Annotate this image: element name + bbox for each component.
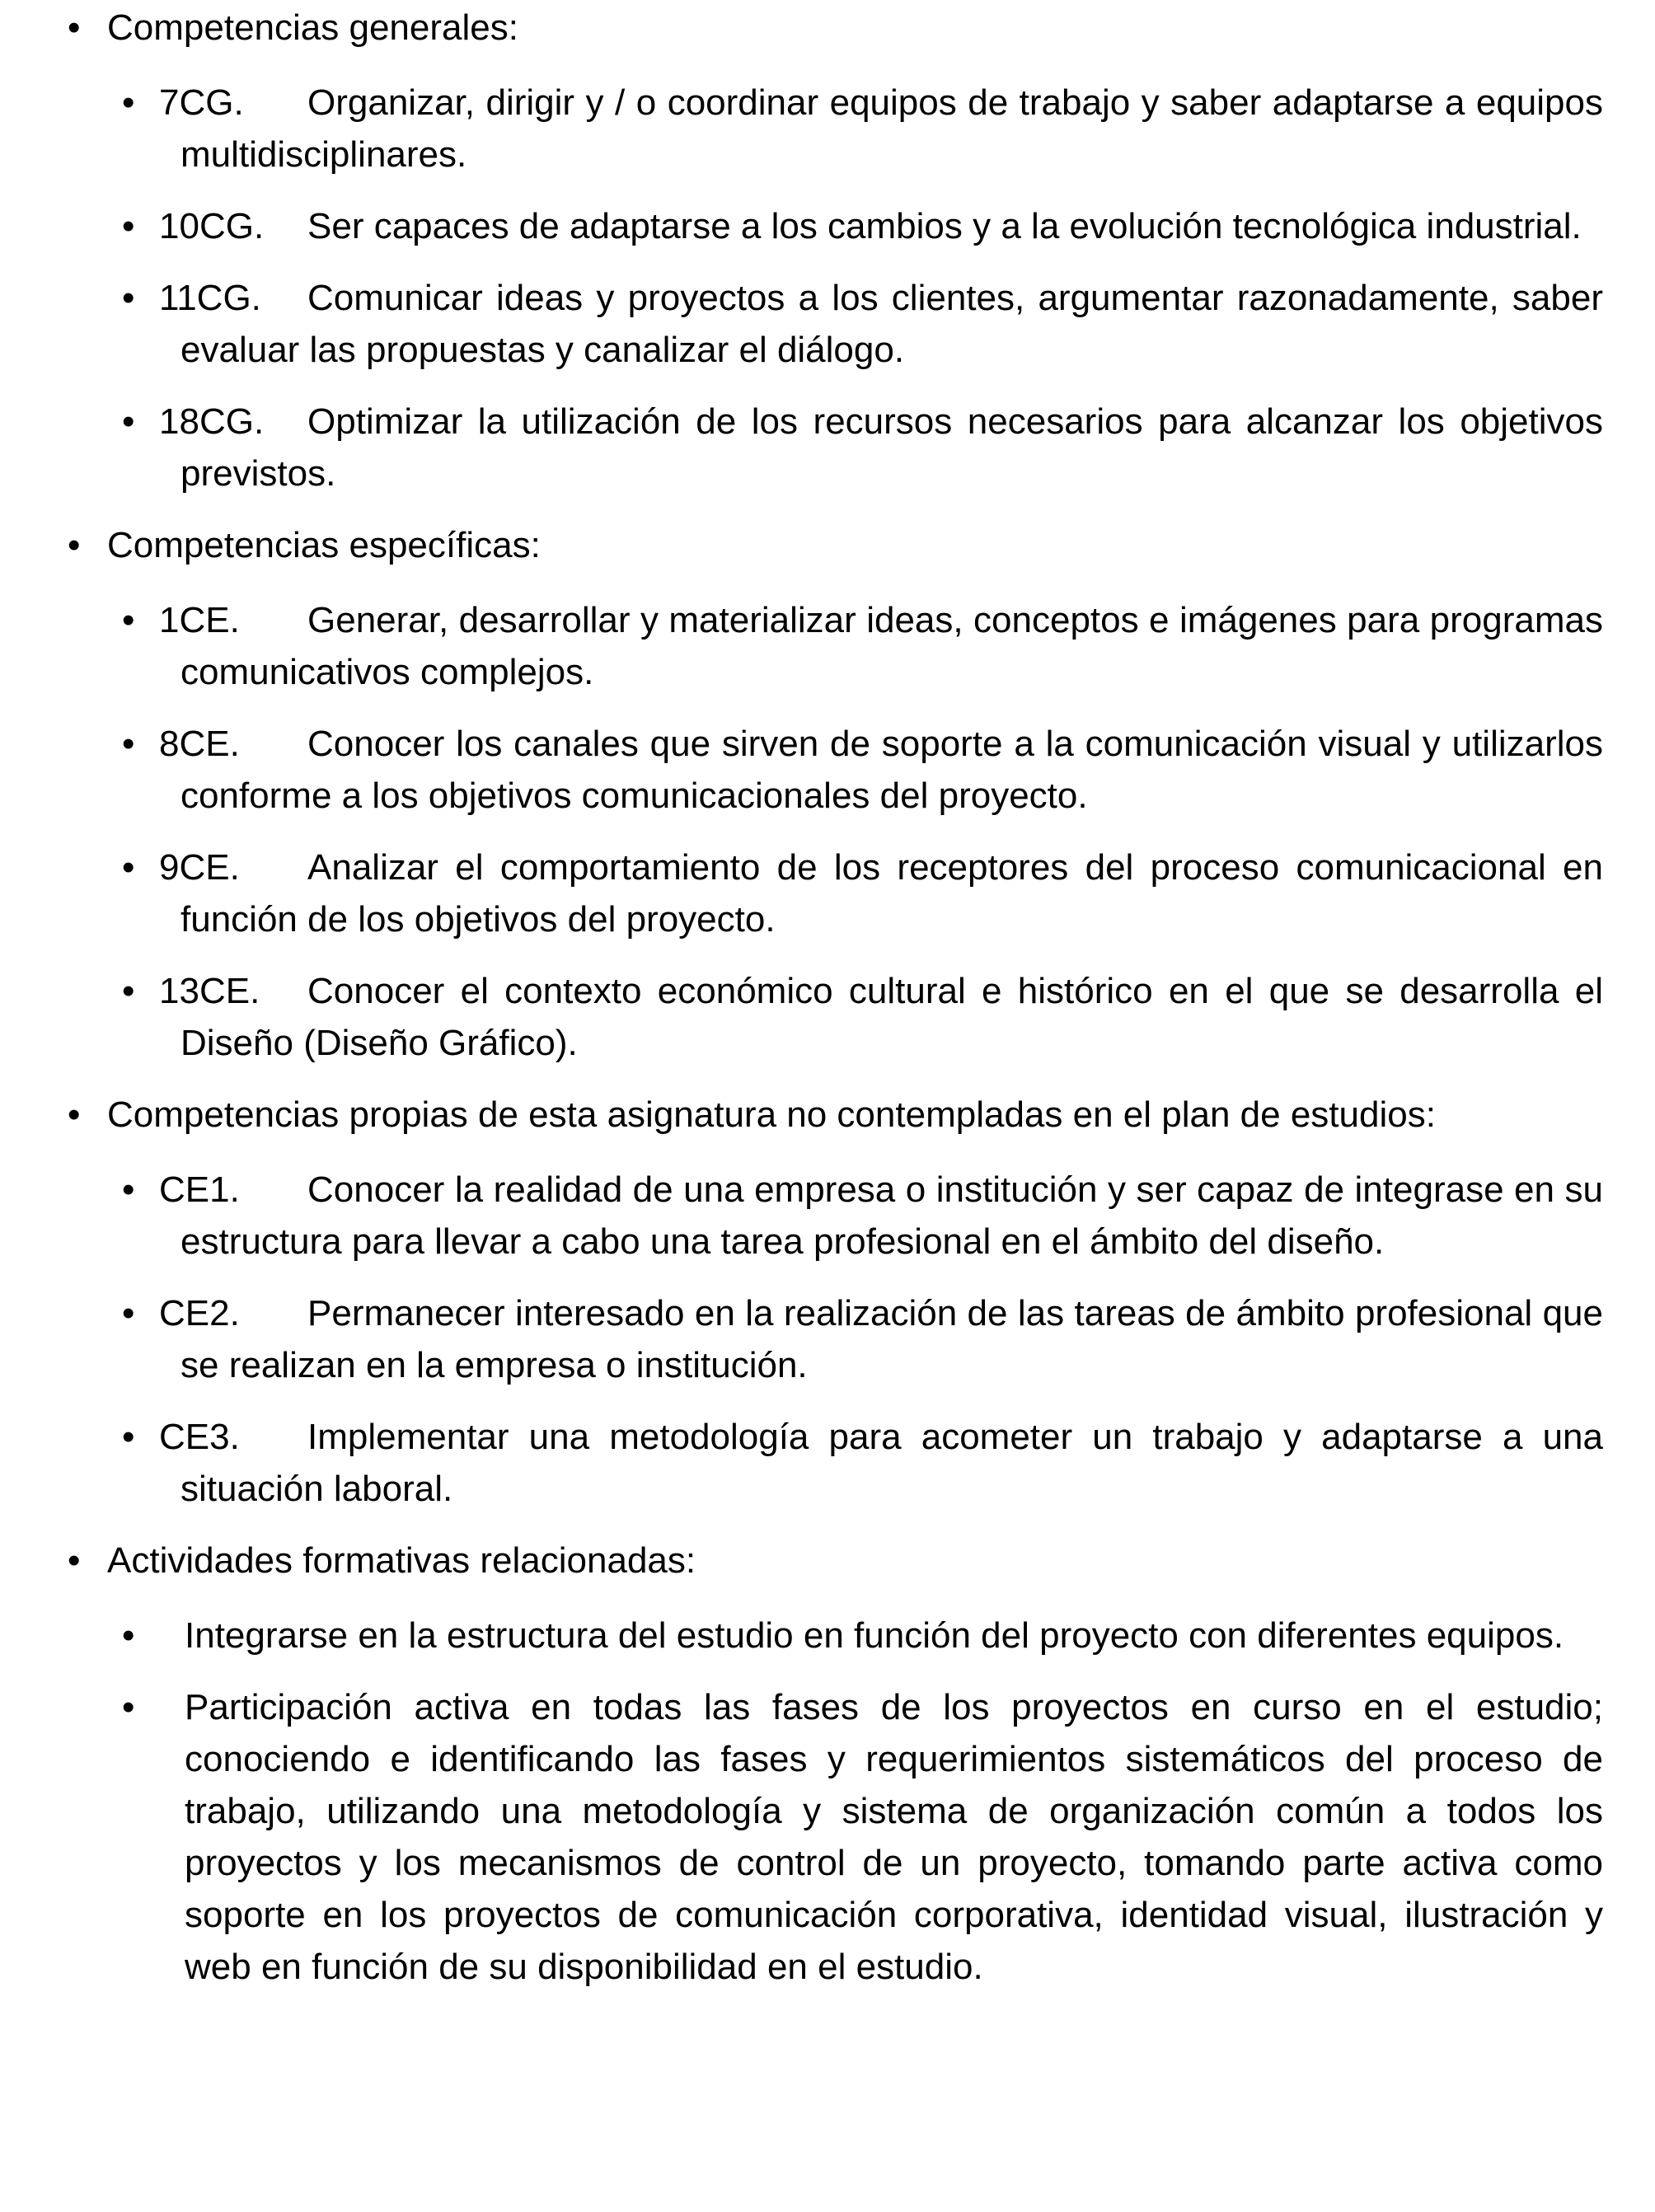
- list-item: [0, 1681, 1603, 1993]
- item-text: Organizar, dirigir y / o coordinar equipos de trabajo y saber adaptarse a equipos multidisciplinares.: [181, 82, 1603, 175]
- item-label: CE1.: [159, 1169, 240, 1210]
- bullet-icon: •: [122, 1417, 135, 1457]
- item-text: Optimizar la utilización de los recursos necesarios para alcanzar los objetivos previstos.: [181, 401, 1603, 494]
- list-item: [0, 594, 1603, 698]
- item-text: Conocer la realidad de una empresa o institución y ser capaz de integrase en su estructura para llevar a cabo una tarea profesional en el ámbito del diseño.: [181, 1169, 1603, 1262]
- bullet-icon: •: [122, 1687, 135, 1727]
- section-heading-row: [0, 1089, 1603, 1141]
- bullet-icon: •: [122, 600, 135, 640]
- item-label: 10CG.: [159, 206, 265, 246]
- bullet-icon: •: [122, 971, 135, 1011]
- item-text: Analizar el comportamiento de los receptores del proceso comunicacional en función de los objetivos del proyecto.: [181, 847, 1603, 940]
- bullet-icon: •: [122, 1169, 135, 1210]
- item-text: Implementar una metodología para acometer un trabajo y adaptarse a una situación laboral.: [181, 1417, 1603, 1509]
- item-text: Conocer los canales que sirven de soporte a la comunicación visual y utilizarlos conforme a los objetivos comunicacionales del proyecto.: [181, 724, 1603, 816]
- item-text: Participación activa en todas las fases de los proyectos en curso en el estudio; conociendo e identificando las fases y requerimientos sistemáticos del proceso de trabajo, utilizando una metodología y sistema de organización común a todos los proyectos y los mecanismos de control de un proyecto, tomando parte activa como soporte en los proyectos de comunicación corporativa, identidad visual, ilustración y web en función de su disponibilidad en el estudio.: [185, 1687, 1603, 1987]
- item-label: CE3.: [159, 1417, 240, 1457]
- item-label: 9CE.: [159, 847, 240, 888]
- document-page: [0, 2, 1655, 2013]
- list-item: [0, 396, 1603, 499]
- list-item: [0, 1164, 1603, 1268]
- list-item: [0, 1610, 1603, 1661]
- list-item: [0, 1411, 1603, 1515]
- bullet-icon: •: [68, 1540, 81, 1581]
- section-competencias-generales: [0, 2, 1603, 499]
- list-item: [0, 77, 1603, 180]
- item-text: Ser capaces de adaptarse a los cambios y a la evolución tecnológica industrial.: [307, 206, 1582, 246]
- item-label: 11CG.: [159, 278, 261, 318]
- bullet-icon: •: [68, 525, 81, 565]
- section-heading-row: [0, 519, 1603, 571]
- section-heading-text: Competencias específicas:: [107, 525, 541, 565]
- section-heading-text: Competencias generales:: [107, 7, 518, 48]
- item-label: 1CE.: [159, 600, 240, 640]
- bullet-icon: •: [122, 206, 135, 246]
- section-heading-row: [0, 1535, 1603, 1586]
- bullet-icon: •: [122, 1615, 135, 1656]
- section-competencias-especificas: [0, 519, 1603, 1069]
- bullet-icon: •: [122, 724, 135, 764]
- list-item: [0, 718, 1603, 822]
- item-label: 8CE.: [159, 724, 240, 764]
- list-item: [0, 272, 1603, 376]
- item-label: 13CE.: [159, 971, 260, 1011]
- section-actividades-formativas: [0, 1535, 1603, 1993]
- list-item: [0, 841, 1603, 945]
- item-text: Conocer el contexto económico cultural e histórico en el que se desarrolla el Diseño (Diseño Gráfico).: [181, 971, 1603, 1063]
- bullet-icon: •: [122, 1293, 135, 1333]
- bullet-icon: •: [122, 847, 135, 888]
- bullet-icon: •: [122, 278, 135, 318]
- item-label: 7CG.: [159, 82, 244, 123]
- bullet-icon: •: [122, 401, 135, 442]
- section-heading-text: Competencias propias de esta asignatura no contempladas en el plan de estudios:: [107, 1094, 1436, 1135]
- list-item: [0, 200, 1603, 252]
- item-text: Comunicar ideas y proyectos a los clientes, argumentar razonadamente, saber evaluar las propuestas y canalizar el diálogo.: [181, 278, 1603, 370]
- section-heading-text: Actividades formativas relacionadas:: [107, 1540, 696, 1581]
- bullet-icon: •: [68, 7, 81, 48]
- bullet-icon: •: [68, 1094, 81, 1135]
- item-text: Integrarse en la estructura del estudio en función del proyecto con diferentes equipos.: [185, 1615, 1564, 1656]
- item-label: 18CG.: [159, 401, 265, 442]
- list-item: [0, 1287, 1603, 1391]
- item-text: Permanecer interesado en la realización de las tareas de ámbito profesional que se realizan en la empresa o institución.: [181, 1293, 1603, 1385]
- bullet-icon: •: [122, 82, 135, 123]
- list-item: [0, 965, 1603, 1069]
- section-competencias-propias: [0, 1089, 1603, 1515]
- item-text: Generar, desarrollar y materializar ideas, conceptos e imágenes para programas comunicativos complejos.: [181, 600, 1603, 692]
- item-label: CE2.: [159, 1293, 240, 1333]
- section-heading-row: [0, 2, 1603, 54]
